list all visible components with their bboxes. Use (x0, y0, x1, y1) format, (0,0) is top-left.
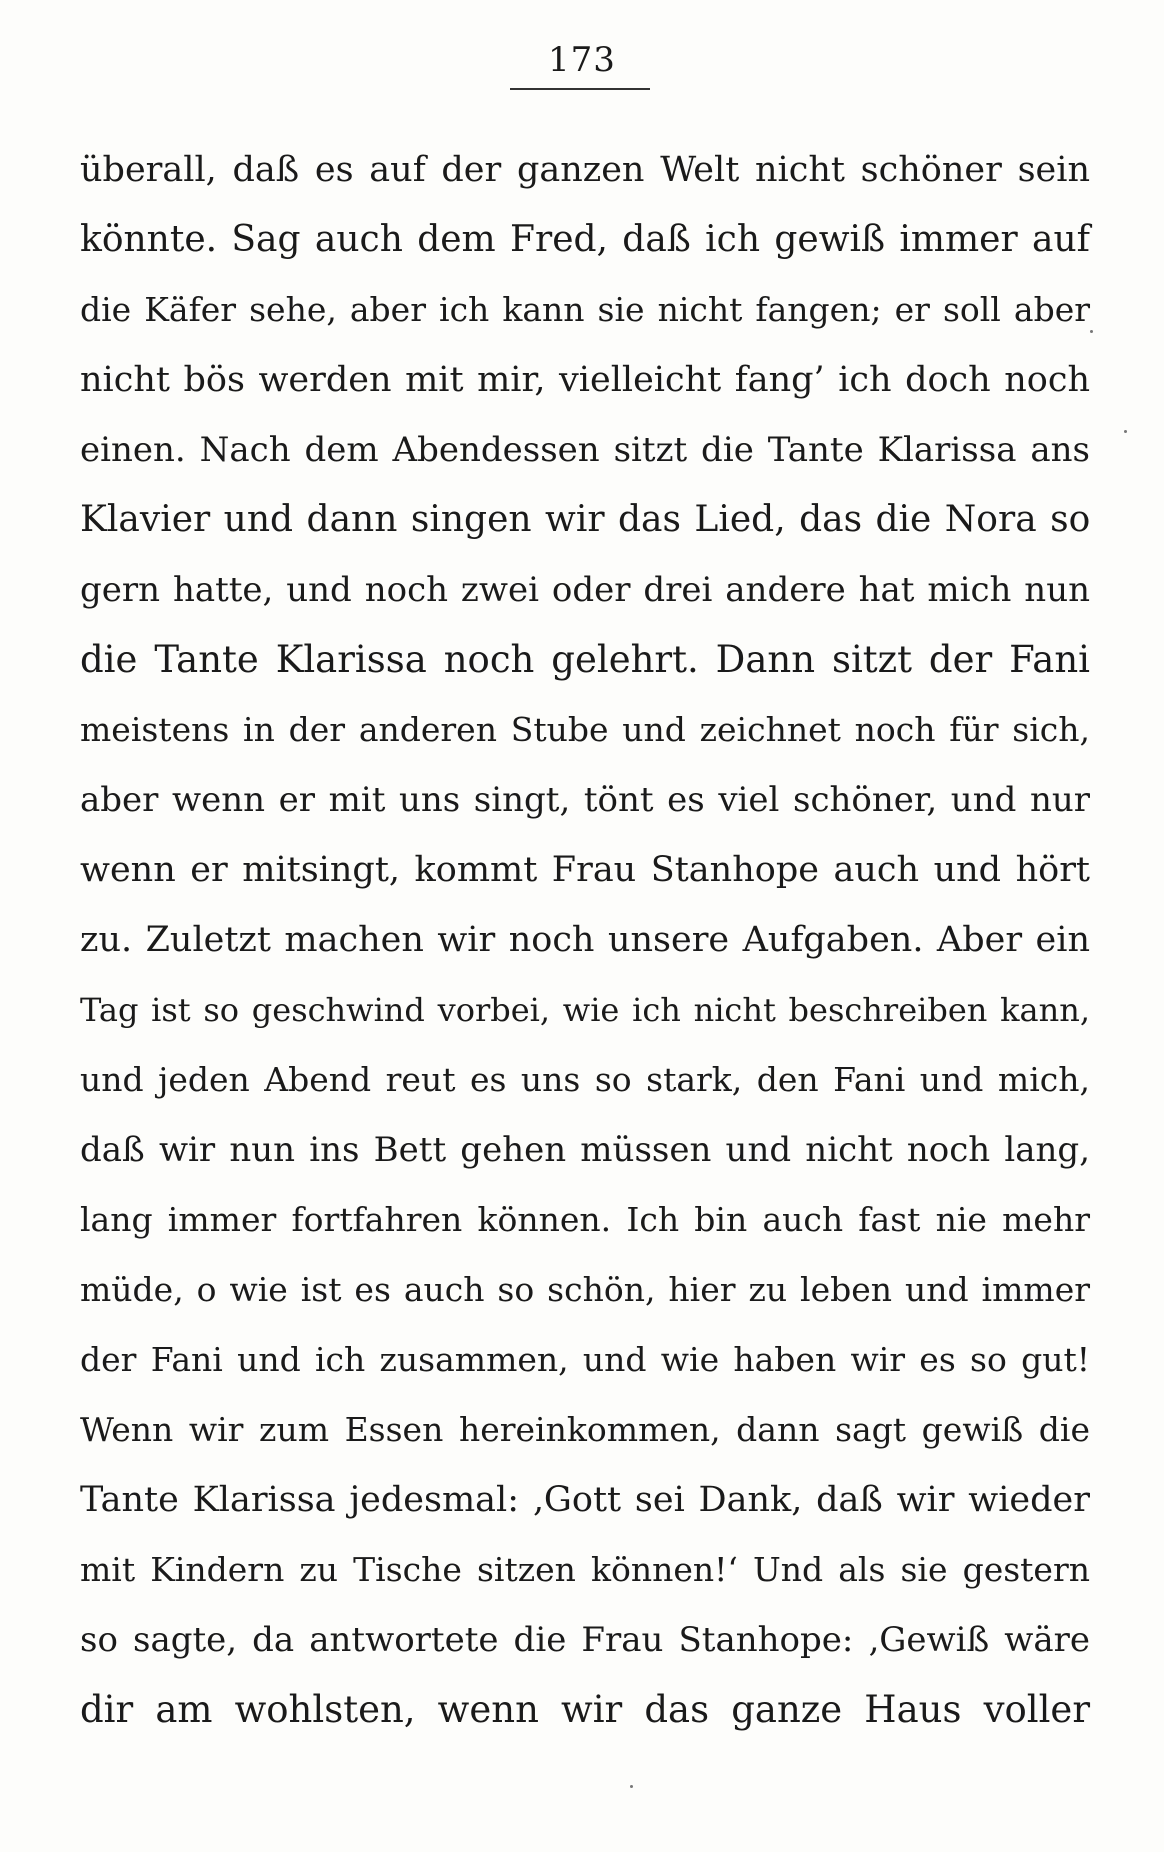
text-line: einen. Nach dem Abendessen sitzt die Tante Klarissa ans (80, 430, 1090, 470)
text-line: meistens in der anderen Stube und zeichnet noch für sich, (80, 710, 1090, 749)
text-line: so sagte, da antwortete die Frau Stanhope: ‚Gewiß wäre (80, 1620, 1090, 1660)
text-line: gern hatte, und noch zwei oder drei andere hat mich nun (80, 570, 1090, 610)
paper-speck (630, 1785, 633, 1788)
text-line: Klavier und dann singen wir das Lied, das die Nora so (80, 499, 1091, 540)
text-line: Wenn wir zum Essen hereinkommen, dann sagt gewiß die (80, 1410, 1090, 1449)
text-line: wenn er mitsingt, kommt Frau Stanhope auch und hört (80, 850, 1090, 890)
text-line: nicht bös werden mit mir, vielleicht fang’ ich doch noch (80, 360, 1090, 400)
text-line: aber wenn er mit uns singt, tönt es viel schöner, und nur (80, 780, 1090, 820)
text-line: mit Kindern zu Tische sitzen können!‘ Und als sie gestern (80, 1550, 1090, 1589)
text-line: überall, daß es auf der ganzen Welt nicht schöner sein (80, 150, 1090, 190)
text-line: und jeden Abend reut es uns so stark, den Fani und mich, (80, 1060, 1090, 1099)
text-line: dir am wohlsten, wenn wir das ganze Haus voller (80, 1688, 1090, 1731)
text-line: der Fani und ich zusammen, und wie haben wir es so gut! (80, 1340, 1090, 1379)
text-line: Tante Klarissa jedesmal: ‚Gott sei Dank, daß wir wieder (80, 1480, 1090, 1520)
text-line: die Tante Klarissa noch gelehrt. Dann sitzt der Fani (80, 638, 1090, 681)
text-line: könnte. Sag auch dem Fred, daß ich gewiß immer auf (80, 219, 1090, 260)
text-line: müde, o wie ist es auch so schön, hier zu leben und immer (80, 1270, 1090, 1309)
text-line: lang immer fortfahren können. Ich bin auch fast nie mehr (80, 1200, 1090, 1239)
text-line: daß wir nun ins Bett gehen müssen und nicht noch lang, (80, 1130, 1090, 1170)
page-body-text (80, 145, 1090, 1755)
text-line: zu. Zuletzt machen wir noch unsere Aufgaben. Aber ein (80, 920, 1090, 960)
page-number: 173 (548, 40, 616, 80)
header-rule (510, 88, 650, 90)
paper-speck (1124, 430, 1127, 433)
text-line: die Käfer sehe, aber ich kann sie nicht fangen; er soll aber (80, 290, 1090, 329)
paper-speck (1090, 330, 1093, 333)
text-line: Tag ist so geschwind vorbei, wie ich nicht beschreiben kann, (80, 991, 1090, 1029)
